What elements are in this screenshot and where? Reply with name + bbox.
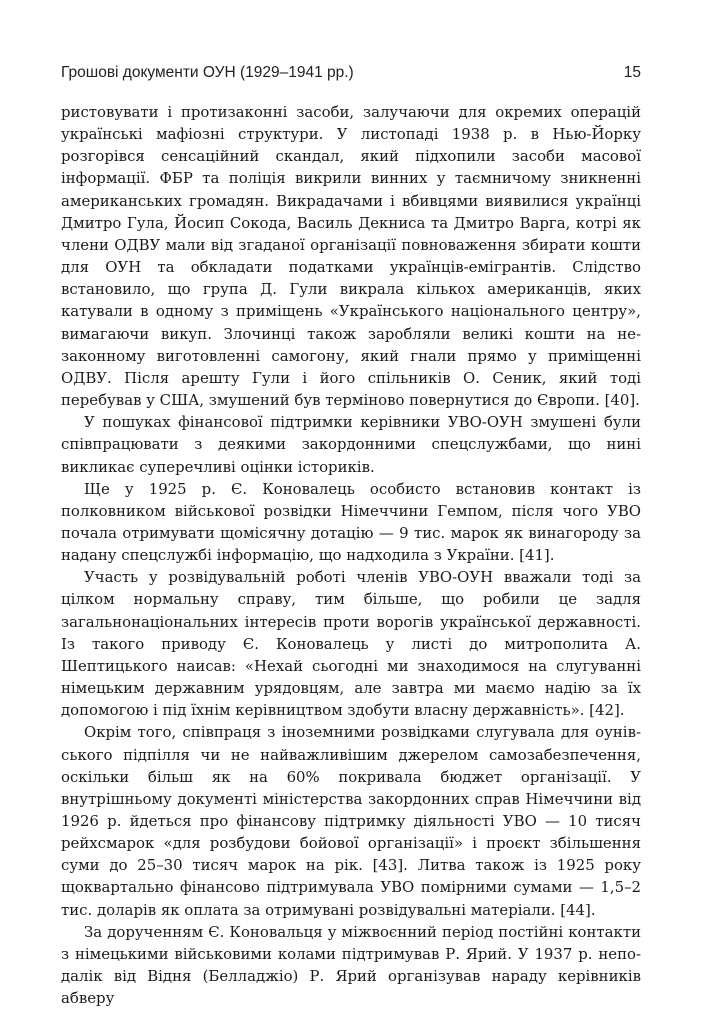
page-number: 15 — [623, 64, 641, 81]
running-head-title: Грошові документи ОУН (1929–1941 рр.) — [61, 64, 354, 81]
body-text — [61, 101, 641, 1009]
paragraph: Окрім того, співпраця з іноземними розвідками слугувала для оунівського підпілля чи не найважливішим джерелом самозабезпечення, оскільки більш як на 60% покривала бюджет організації. У внутрішньому документі міністерства закордонних справ Німеччини від 1926 р. йдеться про фінансову підтримку діяльності УВО — 10 тисяч рейхсмарок «для розбудови бойової організації» і проєкт збільшення суми до 25–30 тисяч марок на рік. [43]. Литва також із 1925 року щоквартально фінансово підтримувала УВО помірними сумами — 1,5–2 тис. доларів як оплата за отримувані розвідувальні матеріали. [44]. — [61, 723, 641, 919]
paragraph-continued: ристовувати і протизаконні засоби, залучаючи для окремих операцій українські мафіозні структури. У листопаді 1938 р. в Нью-Йорку розгорівся сенсаційний скандал, який підхопили засоби масової інформації. ФБР та поліція викрили винних у таємничому зникненні американських громадян. Викрадачами і вбивцями виявилися українці Дмитро Гула, Йосип Сокода, Василь Декниса та Дмитро Варга, котрі як члени ОДВУ мали від згаданої організації повноваження збирати кошти для ОУН та обкладати податками українців-емігрантів. Слідство встановило, що група Д. Гули викрала кількох американців, яких катували в одному з приміщень «Українського національного центру», вимагаючи викуп. Злочинці також заробляли великі кошти на незаконному виготовленні самогону, який гнали прямо у приміщенні ОДВУ. Після арешту Гули і його спільників О. Сеник, який тоді перебував у США, змушений був терміново повернутися до Європи. [40]. — [61, 103, 641, 410]
paragraph: Участь у розвідувальній роботі членів УВО-ОУН вважали тоді за цілком нормальну справу, тим більше, що робили це задля загальнонаціональних інтересів проти ворогів української державності. Із такого приводу Є. Коновалець у листі до митрополита А. Шептицького наисав: «Нехай сьогодні ми знаходимося на слугуванні німецьким державним урядовцям, але завтра ми маємо надію за їх допомогою і під їхнім керівництвом здобути власну державність». [42]. — [61, 568, 641, 720]
paragraph: У пошуках фінансової підтримки керівники УВО-ОУН змушені були співпрацювати з деякими закордонними спецслужбами, що нині викликає суперечливі оцінки істориків. — [61, 413, 641, 476]
paragraph: За дорученням Є. Коновальця у міжвоєнний період постійні контакти з німецькими військовими колами підтримував Р. Ярий. У 1937 р. неподалік від Відня (Белладжіо) Р. Ярий організував нараду керівників абверу — [61, 922, 641, 1008]
running-head — [61, 64, 641, 84]
paragraph: Ще у 1925 р. Є. Коновалець особисто встановив контакт із полковником військової розвідки Німеччини Гемпом, після чого УВО почала отримувати щомісячну дотацію — 9 тис. марок як винагороду за надану спецслужбі інформацію, що надходила з України. [41]. — [61, 479, 641, 565]
